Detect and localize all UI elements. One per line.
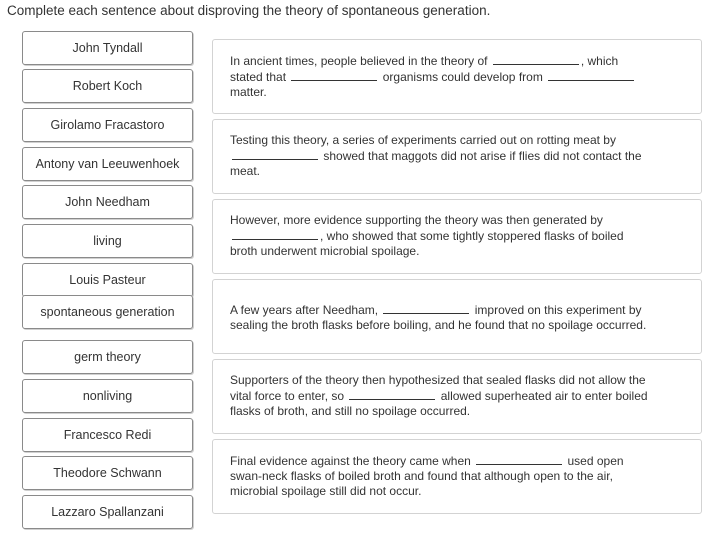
word-tile[interactable]: Louis Pasteur — [22, 263, 193, 297]
sentence-line — [230, 228, 684, 244]
answer-blank[interactable] — [291, 69, 377, 81]
sentence-line — [230, 244, 684, 259]
sentence-text: However, more evidence supporting the theory was then generated by — [230, 213, 603, 227]
sentence-card — [212, 199, 702, 274]
answer-blank[interactable] — [476, 453, 562, 465]
sentence-text: vital force to enter, so — [230, 389, 345, 403]
sentence-text: A few years after Needham, — [230, 303, 379, 317]
sentence-line — [230, 213, 684, 228]
word-tile[interactable]: living — [22, 224, 193, 258]
sentence-line — [230, 164, 684, 179]
sentence-line — [230, 318, 684, 333]
answer-blank[interactable] — [232, 228, 318, 240]
word-tile[interactable]: Theodore Schwann — [22, 456, 193, 490]
word-tile[interactable]: germ theory — [22, 340, 193, 374]
word-tile[interactable]: nonliving — [22, 379, 193, 413]
sentence-card — [212, 279, 702, 354]
answer-blank[interactable] — [383, 302, 469, 314]
sentence-text: organisms could develop from — [382, 70, 543, 84]
sentence-text: swan-neck flasks of boiled broth and found that although open to the air, — [230, 469, 613, 483]
word-tile[interactable]: Antony van Leeuwenhoek — [22, 147, 193, 181]
sentence-line — [230, 469, 684, 484]
sentence-line — [230, 133, 684, 148]
sentence-text: broth underwent microbial spoilage. — [230, 244, 420, 258]
sentence-text: improved on this experiment by — [474, 303, 642, 317]
sentence-line — [230, 69, 684, 85]
word-tile[interactable]: John Needham — [22, 185, 193, 219]
answer-blank[interactable] — [548, 69, 634, 81]
word-tile[interactable]: John Tyndall — [22, 31, 193, 65]
sentence-card — [212, 119, 702, 194]
word-tile[interactable]: spontaneous generation — [22, 295, 193, 329]
sentence-text: Final evidence against the theory came when — [230, 454, 471, 468]
sentence-line — [230, 373, 684, 388]
sentence-text: meat. — [230, 164, 261, 178]
sentence-text: used open — [567, 454, 624, 468]
sentence-text: showed that maggots did not arise if flies did not contact the — [323, 149, 642, 163]
sentence-line — [230, 484, 684, 499]
sentence-card — [212, 439, 702, 514]
word-tile[interactable]: Lazzaro Spallanzani — [22, 495, 193, 529]
sentence-line — [230, 453, 684, 469]
sentence-line — [230, 85, 684, 100]
sentence-line — [230, 148, 684, 164]
sentence-text: stated that — [230, 70, 287, 84]
sentence-text: allowed superheated air to enter boiled — [440, 389, 648, 403]
sentence-line — [230, 53, 684, 69]
word-tile[interactable]: Girolamo Fracastoro — [22, 108, 193, 142]
sentence-text: , who showed that some tightly stoppered flasks of boiled — [320, 229, 624, 243]
instruction-text: Complete each sentence about disproving the theory of spontaneous generation. — [7, 3, 491, 18]
sentence-text: flasks of broth, and still no spoilage occurred. — [230, 404, 471, 418]
sentence-text: sealing the broth flasks before boiling, and he found that no spoilage occurred. — [230, 318, 647, 332]
sentence-text: In ancient times, people believed in the theory of — [230, 54, 488, 68]
sentence-line — [230, 404, 684, 419]
sentence-card — [212, 359, 702, 434]
sentence-text: Testing this theory, a series of experiments carried out on rotting meat by — [230, 133, 616, 147]
word-tile[interactable]: Francesco Redi — [22, 418, 193, 452]
answer-blank[interactable] — [493, 53, 579, 65]
word-tile[interactable]: Robert Koch — [22, 69, 193, 103]
answer-blank[interactable] — [232, 148, 318, 160]
sentence-text: microbial spoilage still did not occur. — [230, 484, 422, 498]
sentence-text: , which — [580, 54, 619, 68]
sentence-text: matter. — [230, 85, 267, 99]
sentence-line — [230, 302, 684, 318]
sentence-text: Supporters of the theory then hypothesized that sealed flasks did not allow the — [230, 373, 646, 387]
sentence-card — [212, 39, 702, 114]
sentence-line — [230, 388, 684, 404]
answer-blank[interactable] — [349, 388, 435, 400]
